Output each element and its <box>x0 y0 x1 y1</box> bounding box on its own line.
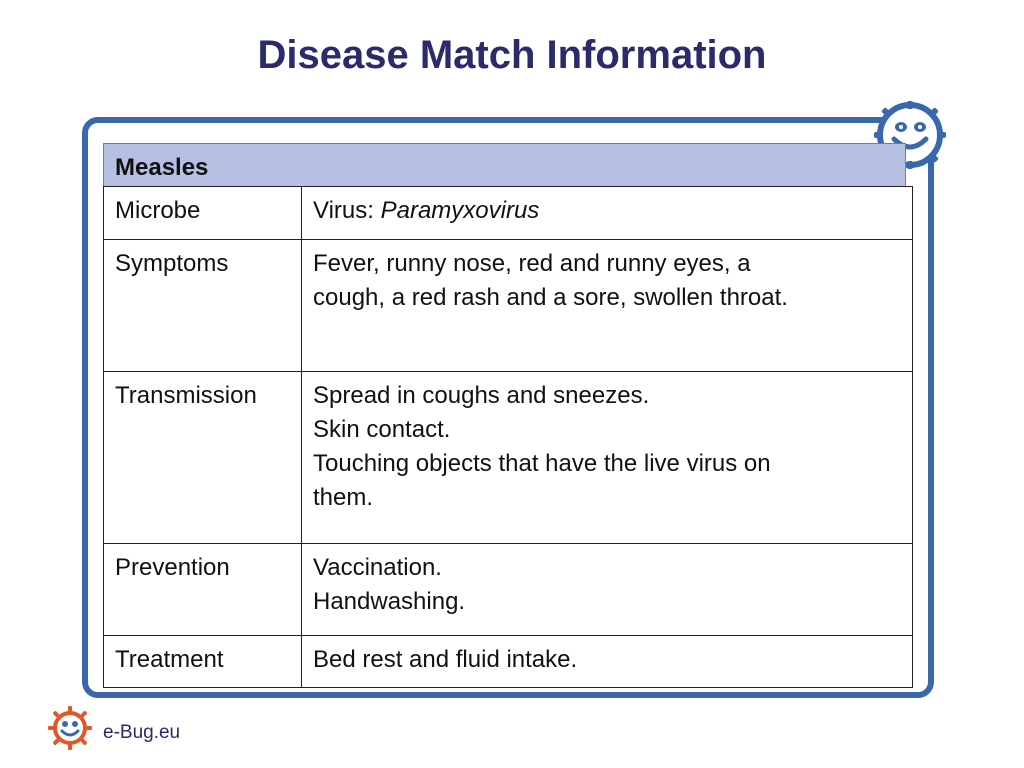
row-value: Fever, runny nose, red and runny eyes, a cough, a red rash and a sore, swollen throat. <box>302 240 913 372</box>
table-row <box>104 636 913 688</box>
row-label: Treatment <box>104 636 302 688</box>
table-row <box>104 187 913 240</box>
table-row <box>104 372 913 544</box>
row-value: Vaccination. Handwashing. <box>302 544 913 636</box>
row-label: Microbe <box>104 187 302 240</box>
table-row <box>104 240 913 372</box>
disease-info-table <box>103 186 913 688</box>
row-label: Symptoms <box>104 240 302 372</box>
disease-name: Measles <box>115 154 209 181</box>
row-value: Virus: Paramyxovirus <box>302 187 913 240</box>
brand-link[interactable]: e-Bug.eu <box>103 722 181 743</box>
microbe-genus: Paramyxovirus <box>380 197 540 224</box>
row-value: Spread in coughs and sneezes. Skin contact. Touching objects that have the live virus on them. <box>302 372 913 544</box>
table-row <box>104 544 913 636</box>
row-value: Bed rest and fluid intake. <box>302 636 913 688</box>
disease-header <box>103 143 906 187</box>
row-label: Transmission <box>104 372 302 544</box>
row-label: Prevention <box>104 544 302 636</box>
ebug-logo-icon <box>46 704 94 752</box>
page-title: Disease Match Information <box>257 33 767 77</box>
